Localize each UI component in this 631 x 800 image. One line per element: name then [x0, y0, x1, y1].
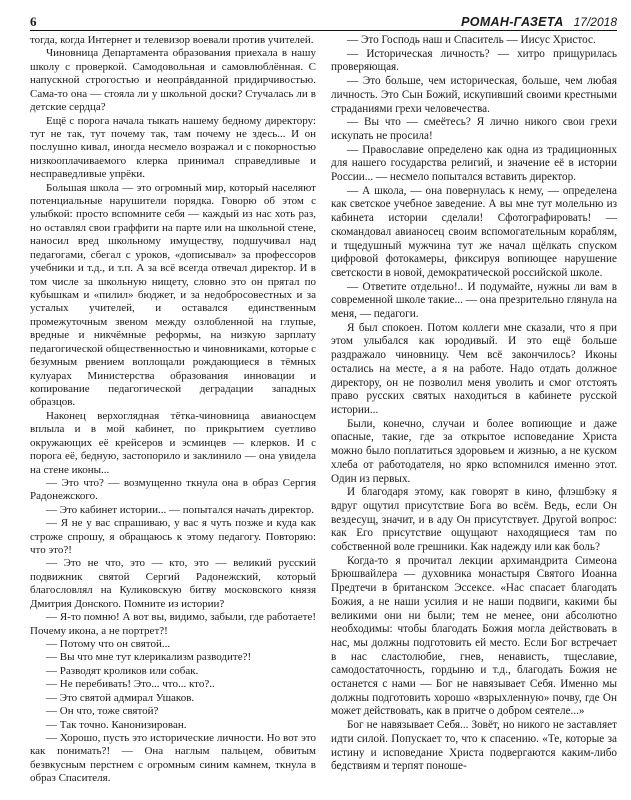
paragraph: И благодаря этому, как говорят в кино, флэшбэку я вдруг ощутил присутствие Бога во всём. Ведь, если Он вездесущ, значит, и в аду Он присутствует. Другой вопрос: как Его присутствие ощущают находящиеся там по собственной воле грешники. Как надежду или как боль?	[331, 486, 617, 554]
paragraph: — Ответите отдельно!.. И подумайте, нужны ли вам в современной школе такие... — она презрительно глянула на меня, — педагоги.	[331, 280, 617, 321]
paragraph: — Он что, тоже святой?	[46, 705, 159, 718]
text-column-right	[331, 34, 617, 794]
paragraph: — Историческая личность? — хитро прищурилась проверяющая.	[331, 47, 617, 74]
paragraph: — Потому что он святой...	[46, 637, 171, 650]
paragraph: — Это больше, чем историческая, больше, чем любая личность. Это Сын Божий, искупивший своими крестными страданиями грехи человечества.	[331, 75, 617, 115]
paragraph: Наконец верхоглядная тётка-чиновница авианосцем вплыла и в мой кабинет, по прикрытием суетливо окружающих её крейсеров и эсминцев — клерков. И с порога её, бедную, застопорило и заклинило — она увидела на стене иконы...	[30, 409, 316, 476]
paragraph: — Вы что — смеётесь? Я лично никого свои грехи искупать не просила!	[331, 116, 617, 142]
publication-title: РОМАН-ГАЗЕТА	[461, 15, 564, 29]
paragraph: — Так точно. Канонизирован.	[46, 718, 187, 731]
issue-number: 17/2018	[573, 15, 617, 29]
header-publication-info	[461, 15, 617, 30]
paragraph: — Вы что мне тут клерикализм разводите?!	[46, 651, 252, 664]
paragraph: — А школа, — она повернулась к нему, — определена как светское учебное заведение. А вы мне тут молельню из кабинета истории сделали! Сфотографировать! — скомандовал авианосец своим вспомогательным кораблям, и тщедушный мужчина тут же начал щёлкать спуском цифровой фотокамеры, фиксируя вопиющее нарушение светскости в новой, демократической российской школе.	[331, 184, 617, 279]
paragraph: — Разводят кроликов или собак.	[46, 664, 199, 677]
text-column-left	[30, 34, 316, 794]
paragraph: Ещё с порога начала тыкать нашему бедному директору: тут не так, тут почему так, там почему не здесь... И он послушно кивал, иногда несмело возражал и с покорностью низкооплачиваемого клерка принимал справедливые и несправедливые упрёки.	[30, 114, 316, 181]
paragraph: — Я не у вас спрашиваю, у вас я чуть позже и куда как строже спрошу, я обращаюсь к этому педагогу. Повторяю: что это?!	[30, 517, 316, 557]
page-number: 6	[30, 14, 37, 29]
page-header	[30, 14, 617, 31]
paragraph: тогда, когда Интернет и телевизор воевали против учителей.	[30, 34, 314, 46]
paragraph: Большая школа — это огромный мир, который населяют потенциальные нарушители порядка. Говорю об этом с улыбкой: просто вспомните себя — каждый из нас хоть раз, но оставлял свои граффити на парте или на школьной стене, наносил вред школьному имуществу, подшучивал над педагогами, сбегал с уроков, «дописывал» за профессоров учебники и т.д., и т.п. А за всё всегда отвечал директор. И в том числе за школьную нищету, словно это он прятал по кубышкам и «пилил» бюджет, и за недобросовестных и за усталых учителей, и оставался единственным промежуточным звеном между озлобленной на глупые, вредные и никчёмные реформы, на низкую зарплату педагогической общественностью и чиновниками, которые с безумным рвением воплощали рождающиеся в тёмных кулуарах Министерства образования инновации и копирование педагогической деградации западных образцов.	[30, 181, 316, 409]
paragraph: — Это что? — возмущенно ткнула она в образ Сергия Радонежского.	[30, 476, 316, 503]
paragraph: Когда-то я прочитал лекции архимандрита Симеона Брюшвайлера — духовника монастыря Святого Иоанна Предтечи в британском Эссексе. «Нас спасает благодать Божия, а не наши усилия и не наши подвиги, какими бы великими они ни были; тем не менее, они абсолютно необходимы: чтобы благодать Божия могла действовать в нас, мы должны подготовить ей место. Если Бог встречает в нас сластолюбие, гнев, ненависть, тщеславие, самодостаточность, гордыню и т.д., благодать Божия не останется с нами — Бог не навязывает Себя. Именно мы должны подготовить хорошо «взрыхленную» почву, где Он может действовать, как в притче о добром сеятеле...»	[331, 554, 617, 718]
paragraph: — Это не что, это — кто, это — великий русский подвижник святой Сергий Радонежский, который благословлял на Куликовскую битву московского князя Дмитрия Донского. Помните из истории?	[30, 557, 316, 610]
paragraph: Я был спокоен. Потом коллеги мне сказали, что я при этом улыбался как юродивый. И это ещё больше раздражало чиновницу. Чем всё закончилось? Иконы остались на месте, а я на работе. Надо отдать должное директору, он не позволил меня уволить и смог отстоять право русских святых находиться в кабинете русской истории...	[331, 321, 617, 416]
paragraph: Были, конечно, случаи и более вопиющие и даже опасные, такие, где за открытое исповедание Христа можно было поплатиться здоровьем и жизнью, а не куском хлеба от работодателя, но ярко вспомнился именно этот. Один из первых.	[331, 417, 617, 485]
paragraph: — Хорошо, пусть это исторические личности. Но вот это как понимать?! — Она наглым пальцем, обвитым безвкусным перстнем с огромным синим камнем, ткнула в образ Спасителя.	[30, 731, 316, 785]
paragraph: — Я-то помню! А вот вы, видимо, забыли, где работаете! Почему икона, а не портрет?!	[30, 611, 316, 637]
paragraph: Бог не навязывает Себя... Зовёт, но никого не заставляет идти силой. Попускает то, что к спасению. «Те, которые за истину и исповедание Христа подвергаются каким-либо бедствиям и терпят поноше-	[331, 719, 617, 773]
paragraph: Чиновница Департамента образования приехала в нашу школу с проверкой. Самодовольная и самовлюблённая. С напускной строгостью и неопрáвданной придирчивостью. Сама-то она — стояла ли у школьной доски? Стучалась ли в детские сердца?	[30, 47, 316, 114]
paragraph: — Не перебивать! Это... что... кто?..	[46, 678, 215, 691]
paragraph: — Это кабинет истории... — попытался начать директор.	[46, 503, 315, 516]
paragraph: — Православие определено как одна из традиционных для нашего государства религий, и значение её в истории России... — неcмело попытался вставить директор.	[331, 143, 617, 184]
paragraph: — Это святой адмирал Ушаков.	[46, 691, 195, 704]
paragraph: — Это Господь наш и Спаситель — Иисус Христос.	[347, 34, 596, 46]
